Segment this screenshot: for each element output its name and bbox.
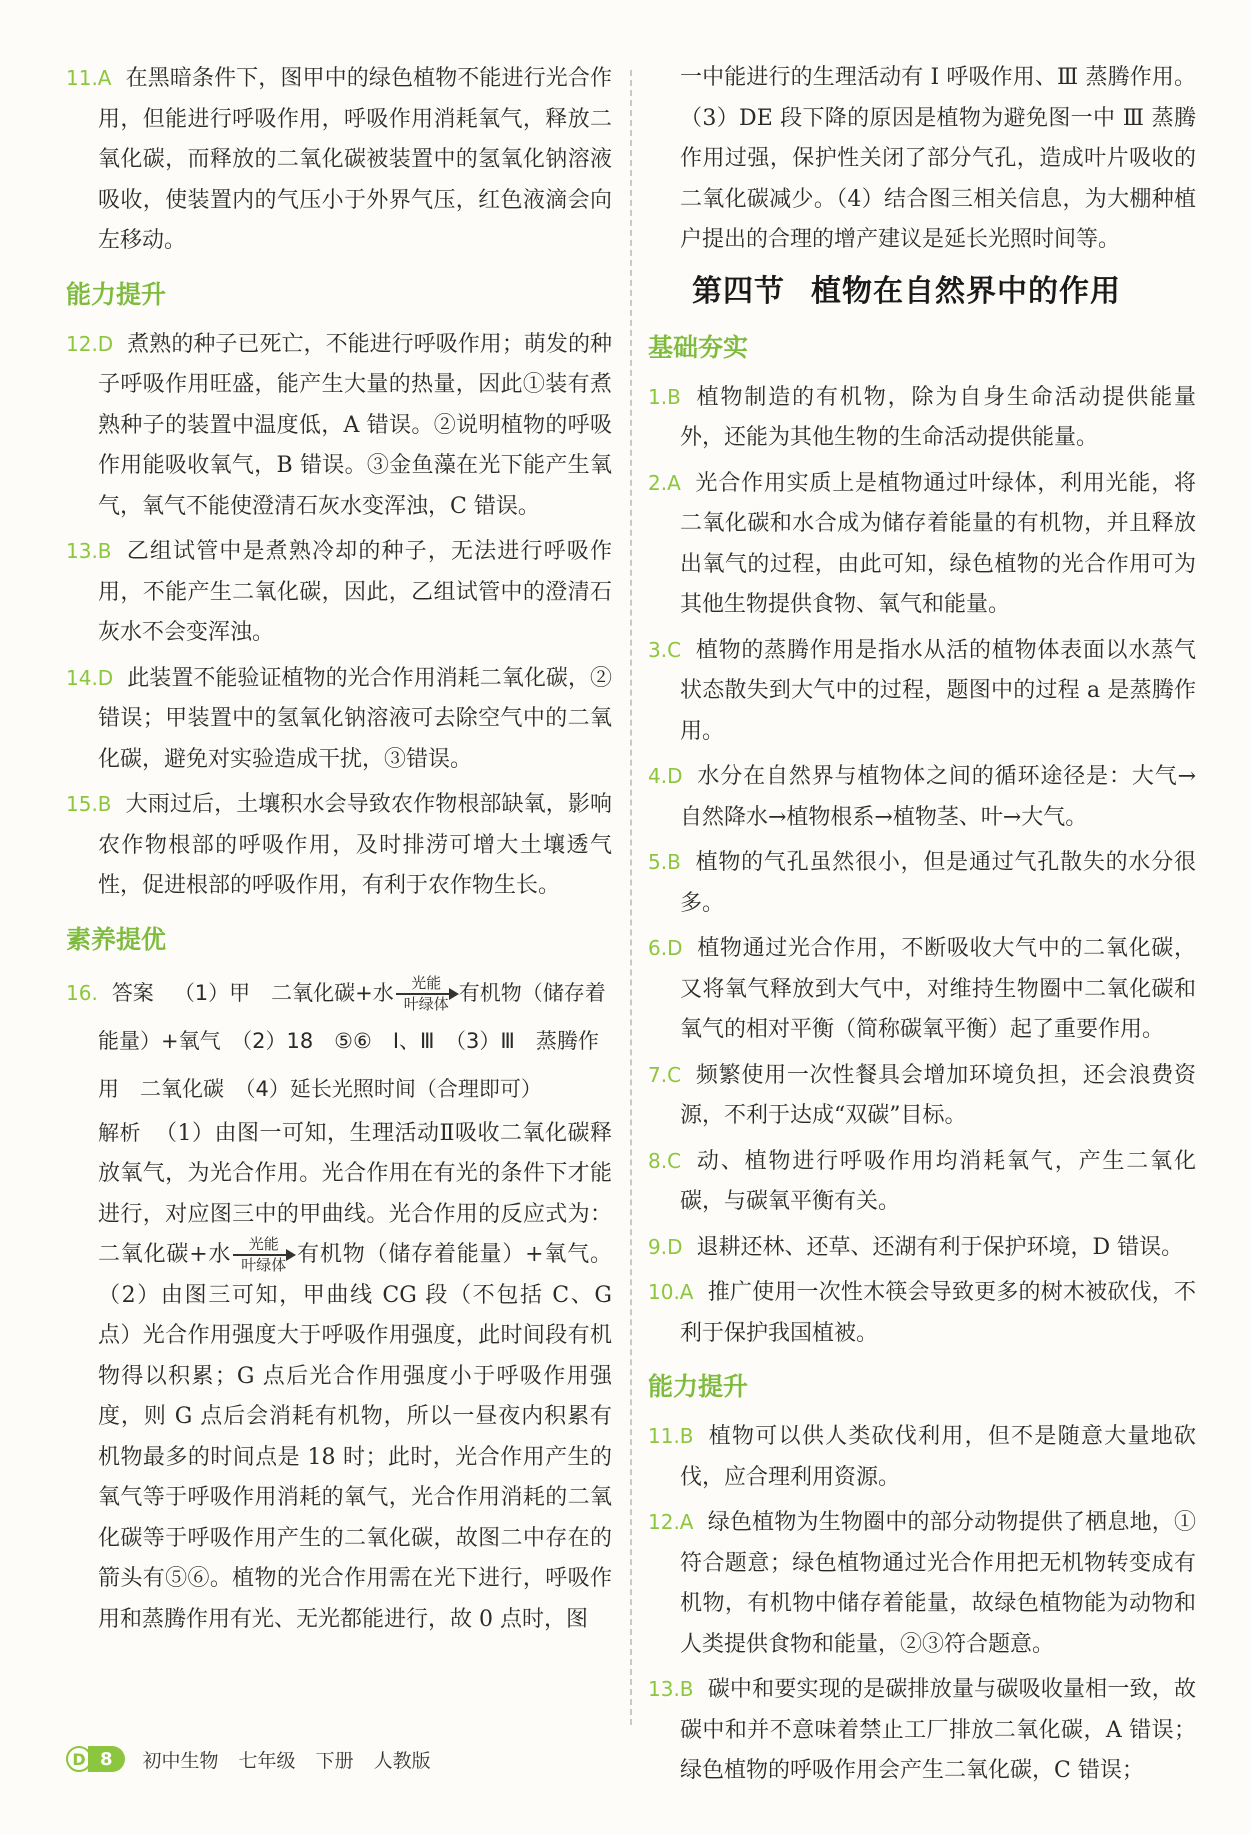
footer-grade: 七年级 (238, 1749, 296, 1772)
section-heading-jichu: 基础夯实 (648, 332, 749, 362)
answer-r7: 7.C 频繁使用一次性餐具会增加环境负担，还会浪费资源，不利于达成“双碳”目标。 (648, 1062, 1196, 1128)
answer-14: 14.D 此装置不能验证植物的光合作用消耗二氧化碳，②错误；甲装置中的氢氧化钠溶液可去除空气中的二氧化碳，避免对实验造成干扰，③错误。 (66, 665, 612, 772)
section-heading-nengli-right: 能力提升 (648, 1372, 749, 1401)
answer-r4: 4.D 水分在自然界与植物体之间的循环途径是：大气→自然降水→植物根系→植物茎、叶→大气。 (648, 764, 1196, 830)
left-column (66, 58, 612, 1640)
answer-r5: 5.B 植物的气孔虽然很小，但是通过气孔散失的水分很多。 (648, 850, 1196, 916)
answer-r13: 13.B 碳中和要实现的是碳排放量与碳吸收量相一致，故碳中和并不意味着禁止工厂排放二氧化碳，A 错误；绿色植物的呼吸作用会产生二氧化碳，C 错误； (648, 1677, 1196, 1783)
answer-r3: 3.C 植物的蒸腾作用是指水从活的植物体表面以水蒸气状态散失到大气中的过程，题图中的过程 a 是蒸腾作用。 (648, 637, 1196, 744)
answer-r10: 10.A 推广使用一次性木筷会导致更多的树木被砍伐，不利于保护我国植被。 (648, 1280, 1196, 1346)
answer-r11: 11.B 植物可以供人类砍伐利用，但不是随意大量地砍伐，应合理利用资源。 (648, 1424, 1196, 1490)
answer-r2: 2.A 光合作用实质上是植物通过叶绿体，利用光能，将二氧化碳和水合成为储存着能量的有机物，并且释放出氧气的过程，由此可知，绿色植物的光合作用可为其他生物提供食物、氧气和能量。 (648, 470, 1196, 617)
right-column (648, 58, 1196, 1796)
answer-12: 12.D 煮熟的种子已死亡，不能进行呼吸作用；萌发的种子呼吸作用旺盛，能产生大量的热量，因此①装有煮熟种子的装置中温度低，A 错误。②说明植物的呼吸作用能吸收氧气，B 错误。③金鱼藻在光下能产生氧气，氧气不能使澄清石灰水变浑浊，C 错误。 (66, 331, 612, 519)
arrow-icon (233, 1254, 294, 1256)
footer-volume: 下册 (315, 1749, 354, 1772)
answer-13: 13.B 乙组试管中是煮熟冷却的种子，无法进行呼吸作用，不能产生二氧化碳，因此，乙组试管中的澄清石灰水不会变浑浊。 (66, 539, 612, 645)
footer-subject: 初中生物 (142, 1749, 219, 1772)
section-heading-nengli: 能力提升 (66, 279, 167, 309)
answer-15: 15.B 大雨过后，土壤积水会导致农作物根部缺氧，影响农作物根部的呼吸作用，及时排涝可增大土壤透气性，促进根部的呼吸作用，有利于农作物生长。 (66, 792, 612, 898)
answer-r1: 1.B 植物制造的有机物，除为自身生命活动提供能量外，还能为其他生物的生命活动提供能量。 (648, 384, 1196, 450)
answer-r9: 9.D 退耕还林、还草、还湖有利于保护环境，D 错误。 (648, 1234, 1184, 1260)
chapter-title: 第四节 植物在自然界中的作用 (692, 273, 1121, 309)
reaction-arrow: 光能 叶绿体 (396, 975, 457, 1013)
analysis-16: 解析 （1）由图一可知，生理活动Ⅱ吸收二氧化碳释放氧气，为光合作用。光合作用在有光的条件下才能进行，对应图三中的甲曲线。光合作用的反应式为：二氧化碳+水 光能 叶绿体 有机物（储存着能量）+氧气。（2）由图三可知，甲曲线 CG 段（不包括 C、G 点）光合作用强度大于呼吸作用强度，此时间段有机物得以积累；G 点后光合作用强度小于呼吸作用强度，则 G 点后会消耗有机物，所以一昼夜内积累有机物最多的时间点是 18 时；此时，光合作用产生的氧气等于呼吸作用消耗的氧气，光合作用消耗的二氧化碳等于呼吸作用产生的二氧化碳，故图二中存在的箭头有⑤⑥。植物的光合作用需在光下进行，呼吸作用和蒸腾作用有光、无光都能进行，故 0 点时，图 (98, 1120, 613, 1632)
footer-edition: 人教版 (373, 1749, 431, 1772)
page-badge (66, 1745, 125, 1773)
answer-11: 11.A 在黑暗条件下，图甲中的绿色植物不能进行光合作用，但能进行呼吸作用，呼吸作用消耗氧气，释放二氧化碳，而释放的二氧化碳被装置中的氢氧化钠溶液吸收，使装置内的气压小于外界气压，红色液滴会向左移动。 (66, 66, 612, 253)
answer-r8: 8.C 动、植物进行呼吸作用均消耗氧气，产生二氧化碳，与碳氧平衡有关。 (648, 1148, 1196, 1214)
page-footer (66, 1744, 451, 1774)
page-number: 8 (88, 1746, 125, 1772)
answer-16: 16. 答案 （1）甲 二氧化碳+水 光能 叶绿体 有机物（储存着能量）+氧气 （2）18 ⑤⑥ Ⅰ、Ⅲ （3）Ⅲ 蒸腾作用 二氧化碳 （4）延长光照时间（合理即可） (66, 973, 606, 1101)
answer-16-continued: 一中能进行的生理活动有 Ⅰ 呼吸作用、Ⅲ 蒸腾作用。（3）DE 段下降的原因是植物为避免图一中 Ⅲ 蒸腾作用过强，保护性关闭了部分气孔，造成叶片吸收的二氧化碳减少。（4）结合图三相关信息，为大棚种植户提出的合理的增产建议是延长光照时间等。 (680, 65, 1196, 252)
answer-r12: 12.A 绿色植物为生物圈中的部分动物提供了栖息地，①符合题意；绿色植物通过光合作用把无机物转变成有机物，有机物中储存着能量，故绿色植物能为动物和人类提供食物和能量，②③符合题意。 (648, 1510, 1196, 1657)
section-heading-suyang: 素养提优 (66, 924, 167, 954)
answer-r6: 6.D 植物通过光合作用，不断吸收大气中的二氧化碳，又将氧气释放到大气中，对维持生物圈中二氧化碳和氧气的相对平衡（简称碳氧平衡）起了重要作用。 (648, 936, 1196, 1042)
badge-letter: D (66, 1746, 92, 1772)
column-divider (630, 70, 632, 1725)
reaction-arrow-analysis: 光能 叶绿体 (233, 1236, 294, 1274)
arrow-icon (396, 993, 457, 995)
